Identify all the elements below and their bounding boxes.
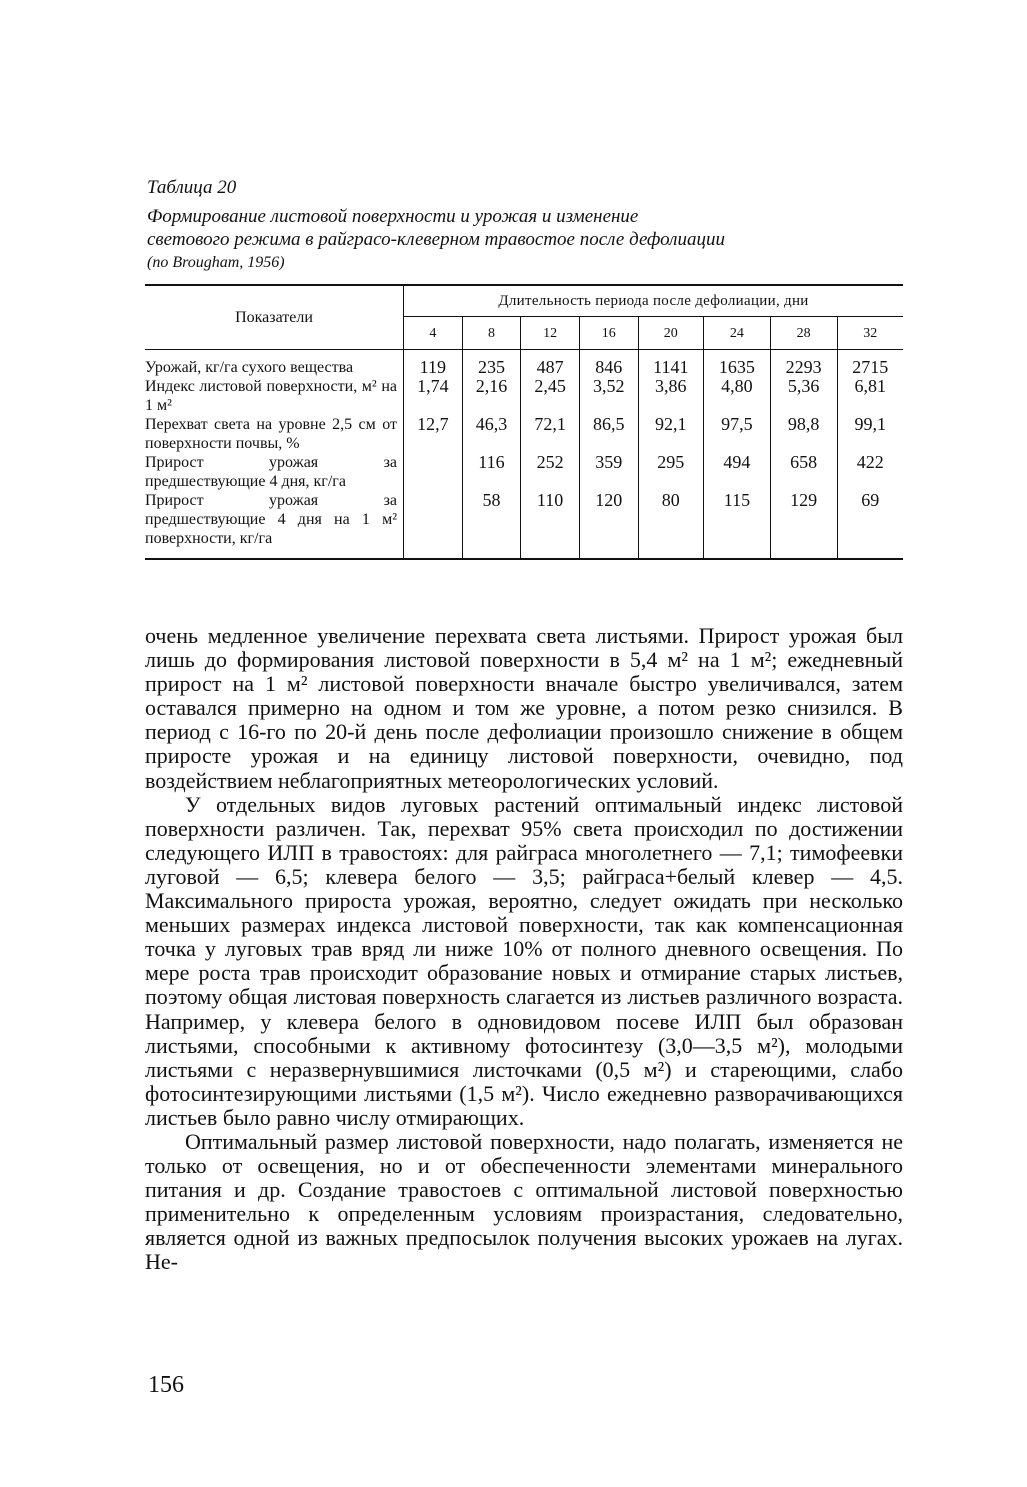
table-cell: 46,3 bbox=[462, 415, 521, 453]
table-cell: 5,36 bbox=[770, 377, 837, 415]
period-day: 32 bbox=[837, 317, 903, 350]
table-cell: 110 bbox=[521, 491, 580, 559]
body-text bbox=[145, 624, 903, 1275]
table-cell: 115 bbox=[704, 491, 771, 559]
table-row bbox=[145, 491, 903, 559]
table-cell: 494 bbox=[704, 453, 771, 491]
table-cell: 422 bbox=[837, 453, 903, 491]
table-cell: 99,1 bbox=[837, 415, 903, 453]
table-row bbox=[145, 377, 903, 415]
page-number: 156 bbox=[148, 1372, 184, 1398]
table-title-line-1: Формирование листовой поверхности и урожая и изменение bbox=[147, 206, 639, 227]
row-label: Прирост урожая за предшествующие 4 дня на 1 м² поверхности, кг/га bbox=[145, 491, 404, 559]
table-cell: 2293 bbox=[770, 350, 837, 378]
table-cell: 119 bbox=[404, 350, 463, 378]
data-table bbox=[145, 284, 903, 560]
table-cell: 80 bbox=[638, 491, 704, 559]
period-day: 4 bbox=[404, 317, 463, 350]
table-cell: 235 bbox=[462, 350, 521, 378]
table-cell: 295 bbox=[638, 453, 704, 491]
table-cell: 1141 bbox=[638, 350, 704, 378]
table-cell: 92,1 bbox=[638, 415, 704, 453]
row-label: Урожай, кг/га сухого вещества bbox=[145, 359, 354, 376]
table-cell: 2,45 bbox=[521, 377, 580, 415]
table-cell: 116 bbox=[462, 453, 521, 491]
row-label: Перехват света на уровне 2,5 см от поверхности почвы, % bbox=[145, 416, 397, 452]
paragraph: очень медленное увеличение перехвата света листьями. Прирост урожая был лишь до формирования листовой поверхности в 5,4 м² на 1 м²; ежедневный прирост на 1 м² листовой поверхности вначале быстро увеличивался, затем оставался примерно на одном и том же уровне, а потом резко снизился. В период с 16-го по 20-й день после дефолиации произошло снижение в общем приросте урожая и на единицу листовой поверхности, очевидно, под воздействием неблагоприятных метеорологических условий. bbox=[145, 623, 903, 793]
table-caption bbox=[147, 176, 907, 274]
period-day: 28 bbox=[770, 317, 837, 350]
period-header: Длительность периода после дефолиации, дни bbox=[404, 285, 904, 317]
table-cell: 86,5 bbox=[579, 415, 638, 453]
table-cell: 846 bbox=[579, 350, 638, 378]
table-cell: 69 bbox=[837, 491, 903, 559]
table-cell: 12,7 bbox=[404, 415, 463, 453]
table-cell: 2,16 bbox=[462, 377, 521, 415]
period-day: 8 bbox=[462, 317, 521, 350]
paragraph: У отдельных видов луговых растений оптимальный индекс листовой поверхности различен. Так, перехват 95% света происходил по достижении следующего ИЛП в травостоях: для райграса многолетнего — 7,1; тимофеевки луговой — 6,5; клевера белого — 3,5; райграса+белый клевер — 4,5. Максимального прироста урожая, вероятно, следует ожидать при несколько меньших размерах индекса листовой поверхности, так как компенсационная точка у луговых трав вряд ли ниже 10% от полного дневного освещения. По мере роста трав происходит образование новых и отмирание старых листьев, поэтому общая листовая поверхность слагается из листьев различного возраста. Например, у клевера белого в одновидовом посеве ИЛП был образован листьями, способными к активному фотосинтезу (3,0—3,5 м²), молодыми листьями с неразвернувшимися листочками (0,5 м²) и стареющими, слабо фотосинтезирующими листьями (1,5 м²). Число ежедневно разворачивающихся листьев было равно числу отмирающих. bbox=[145, 791, 903, 1130]
table-cell: 2715 bbox=[837, 350, 903, 378]
table-source: (по Brougham, 1956) bbox=[147, 254, 285, 271]
row-label: Прирост урожая за предшествующие 4 дня, кг/га bbox=[145, 454, 397, 490]
table-row bbox=[145, 350, 903, 378]
table-cell bbox=[404, 491, 463, 559]
period-day: 24 bbox=[704, 317, 771, 350]
table-cell: 4,80 bbox=[704, 377, 771, 415]
param-header: Показатели bbox=[145, 285, 404, 350]
table-cell: 6,81 bbox=[837, 377, 903, 415]
table-label: Таблица 20 bbox=[147, 177, 237, 198]
table-cell: 98,8 bbox=[770, 415, 837, 453]
table-cell: 1635 bbox=[704, 350, 771, 378]
table-cell: 658 bbox=[770, 453, 837, 491]
table-cell: 120 bbox=[579, 491, 638, 559]
table-cell: 72,1 bbox=[521, 415, 580, 453]
period-day: 20 bbox=[638, 317, 704, 350]
table-cell: 252 bbox=[521, 453, 580, 491]
table-title-line-2: светового режима в райграсо-клеверном травостое после дефолиации bbox=[147, 229, 725, 250]
row-label: Индекс листовой поверхности, м² на 1 м² bbox=[145, 378, 397, 414]
paragraph: Оптимальный размер листовой поверхности, надо полагать, изменяется не только от освещения, но и от обеспеченности элементами минерального питания и др. Создание травостоев с оптимальной листовой поверхностью применительно к определенным условиям произрастания, следовательно, является одной из важных предпосылок получения высоких урожаев на лугах. Не- bbox=[145, 1128, 903, 1275]
table-cell: 359 bbox=[579, 453, 638, 491]
period-day: 16 bbox=[579, 317, 638, 350]
table-row bbox=[145, 415, 903, 453]
period-day: 12 bbox=[521, 317, 580, 350]
table-cell: 3,86 bbox=[638, 377, 704, 415]
table-cell: 58 bbox=[462, 491, 521, 559]
table-cell: 129 bbox=[770, 491, 837, 559]
table-cell: 3,52 bbox=[579, 377, 638, 415]
table-cell: 97,5 bbox=[704, 415, 771, 453]
table-cell bbox=[404, 453, 463, 491]
table-cell: 1,74 bbox=[404, 377, 463, 415]
table-cell: 487 bbox=[521, 350, 580, 378]
table-row bbox=[145, 453, 903, 491]
